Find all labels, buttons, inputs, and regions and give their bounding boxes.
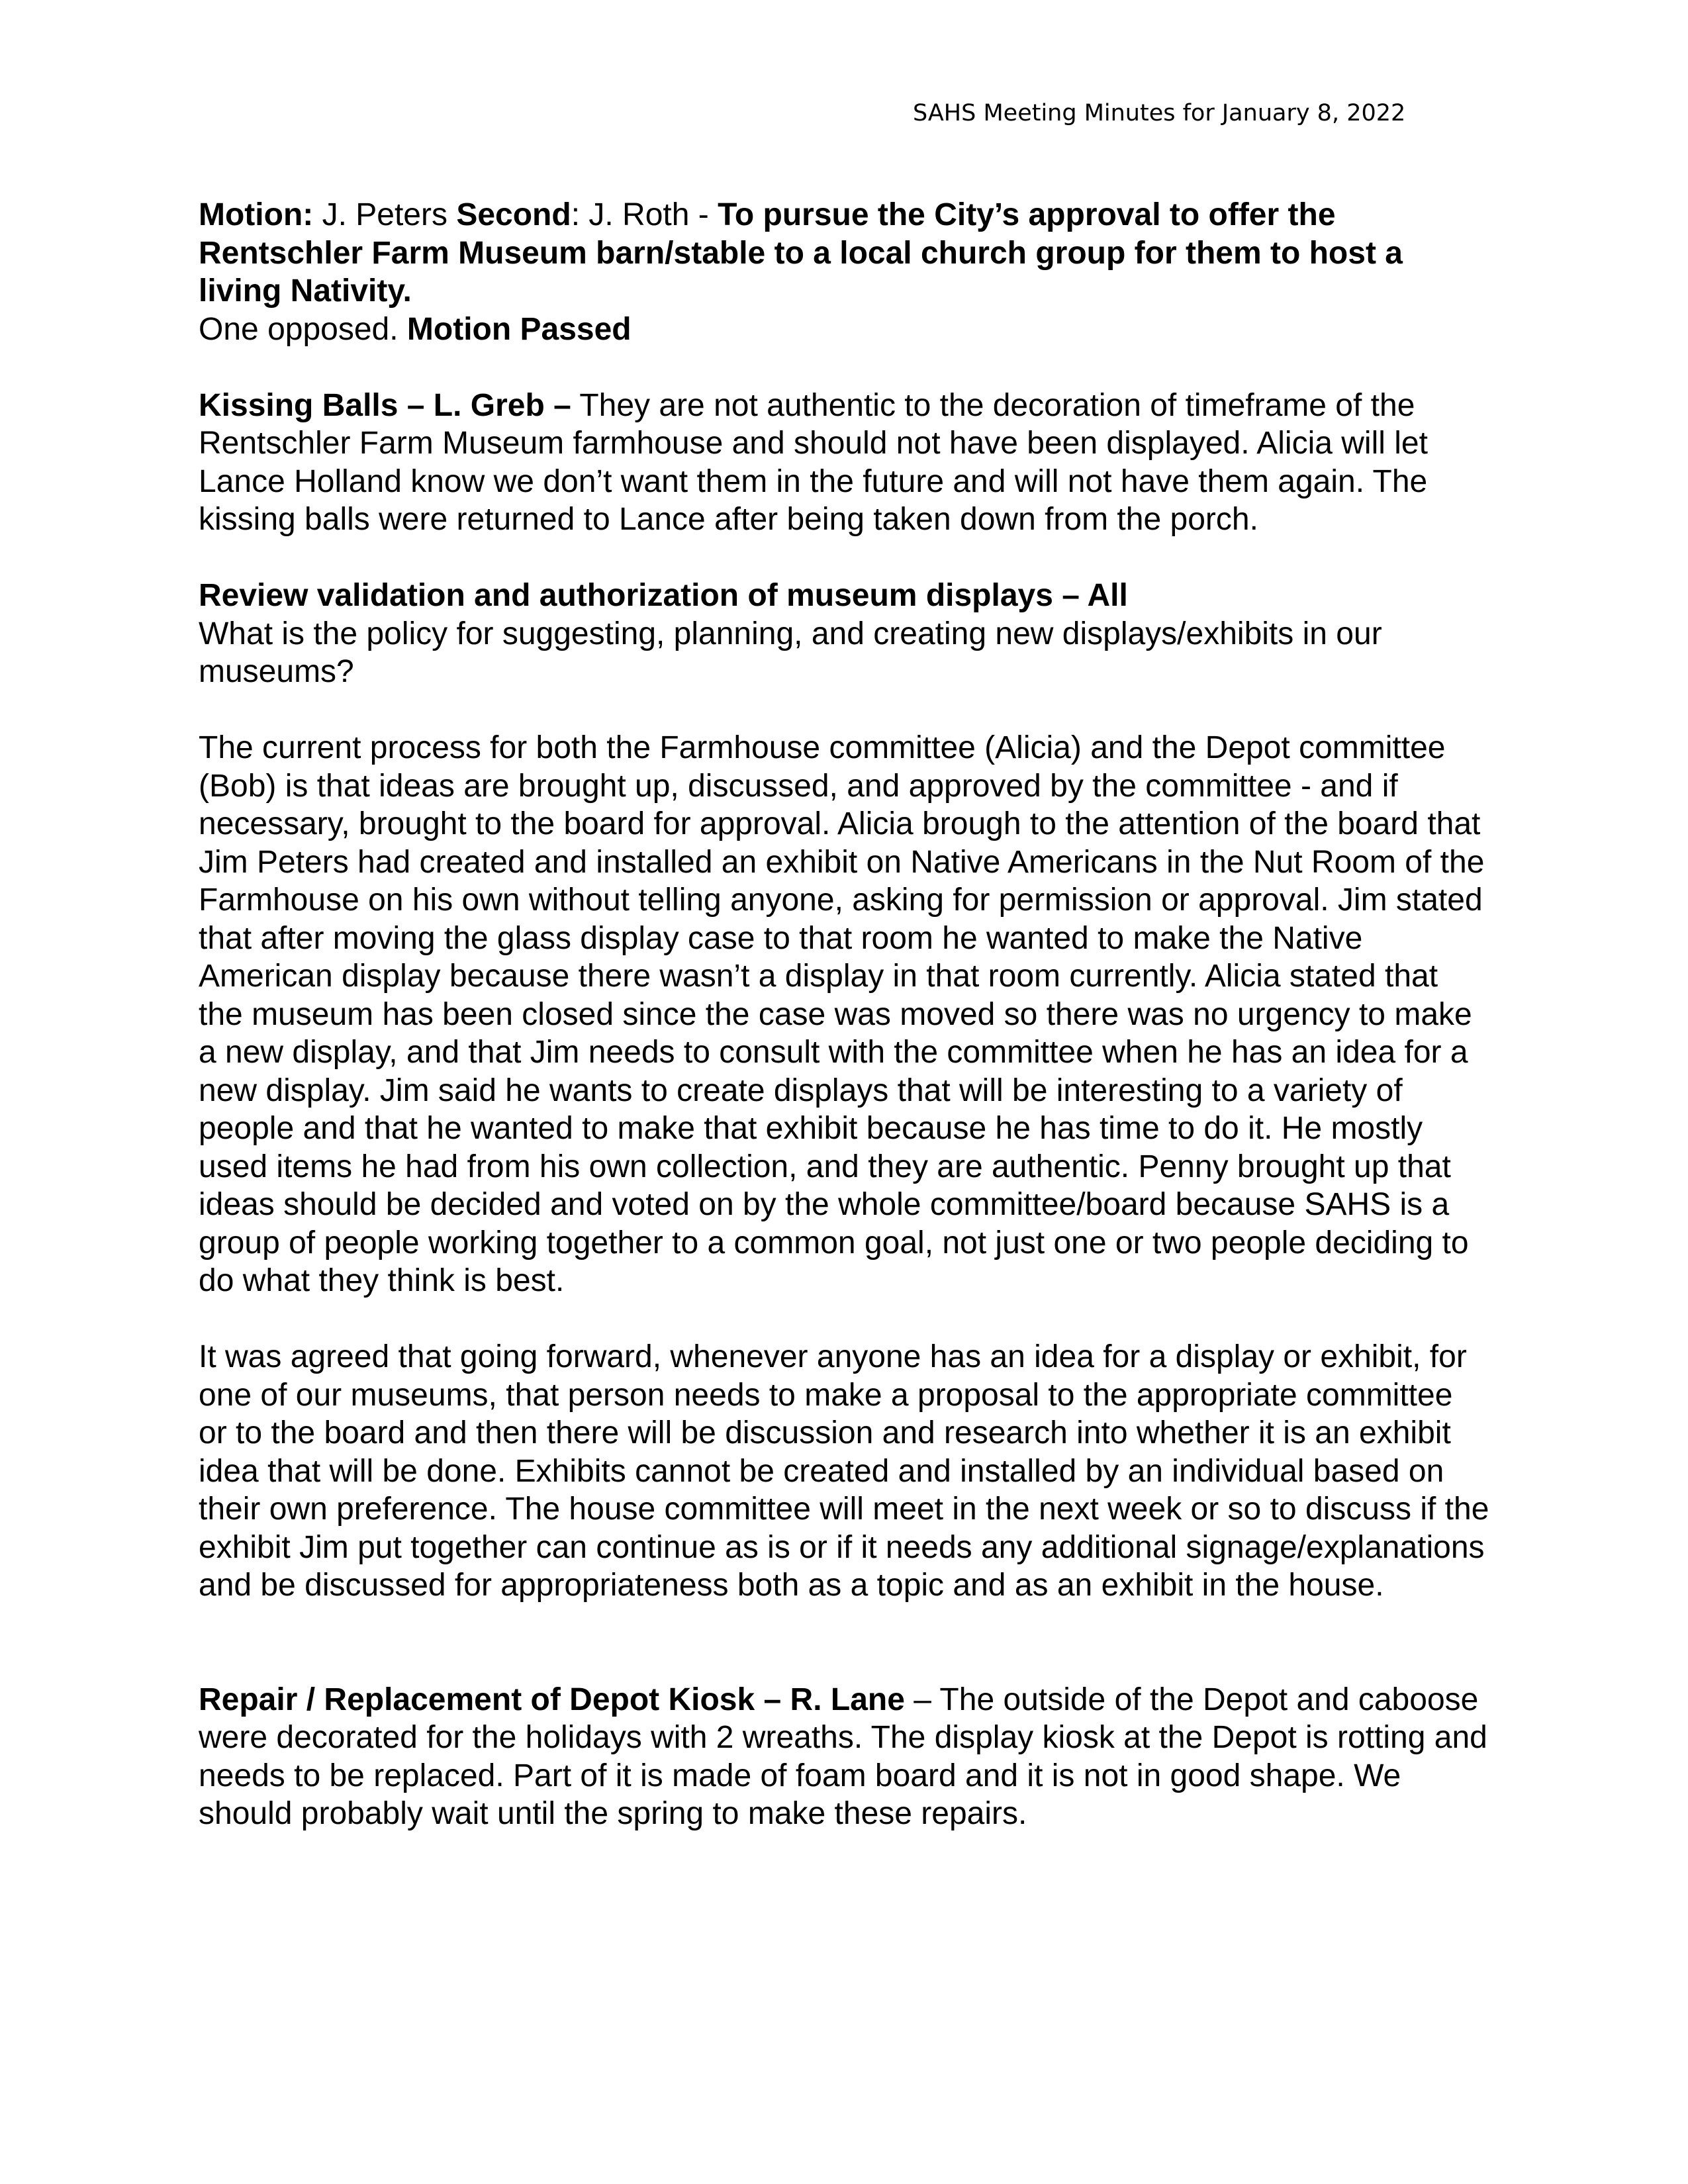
depot-kiosk-heading: Repair / Replacement of Depot Kiosk – R. Lane (199, 1682, 905, 1717)
review-paragraph-2: It was agreed that going forward, whenever anyone has an idea for a display or exhibit, for one of our museums, that person needs to make a proposal to the appropriate committee or to the board and then there will be discussion and research into whether it is an exhibit idea that will be done. Exhibits cannot be created and installed by an individual based on their own preference. The house committee will meet in the next week or so to discuss if the exhibit Jim put together can continue as is or if it needs any additional signage/explanations and be discussed for appropriateness both as a topic and as an exhibit in the house. (199, 1339, 1489, 1603)
document-body (199, 196, 1489, 1833)
motion-label: Motion: (199, 197, 314, 232)
page-header: SAHS Meeting Minutes for January 8, 2022 (913, 100, 1406, 126)
motion-mover: J. Peters (313, 197, 457, 232)
motion-text: To pursue the City’s approval to offer the Rentschler Farm Museum barn/stable to a local church group for them to host a living Nativity. (199, 197, 1403, 309)
review-question: What is the policy for suggesting, planning, and creating new displays/exhibits in our museums? (199, 616, 1382, 689)
depot-kiosk-paragraph (199, 1681, 1489, 1833)
motion-result: Motion Passed (406, 311, 632, 347)
kissing-balls-body: They are not authentic to the decoration of timeframe of the Rentschler Farm Museum farmhouse and should not have been displayed. Alicia will let Lance Holland know we don’t want them in the future and will not have them again. The kissing balls were returned to Lance after being taken down from the porch. (199, 387, 1428, 537)
kissing-balls-heading: Kissing Balls – L. Greb – (199, 387, 571, 423)
depot-kiosk-body: – The outside of the Depot and caboose were decorated for the holidays with 2 wreaths. The display kiosk at the Depot is rotting and needs to be replaced. Part of it is made of foam board and it is not in good shape. We should probably wait until the spring to make these repairs. (199, 1682, 1487, 1831)
second-label: Second (456, 197, 571, 232)
motion-result-line (199, 310, 1489, 349)
second-name: : J. Roth - (571, 197, 718, 232)
review-heading: Review validation and authorization of museum displays – All (199, 578, 1128, 613)
motion-paragraph (199, 196, 1489, 310)
motion-vote: One opposed. (199, 311, 407, 347)
kissing-balls-paragraph (199, 387, 1489, 539)
review-paragraph-1: The current process for both the Farmhouse committee (Alicia) and the Depot committee (Bob) is that ideas are brought up, discussed, and approved by the committee - and if necessary, brought to the board for approval. Alicia brough to the attention of the board that Jim Peters had created and installed an exhibit on Native Americans in the Nut Room of the Farmhouse on his own without telling anyone, asking for permission or approval. Jim stated that after moving the glass display case to that room he wanted to make the Native American display because there wasn’t a display in that room currently. Alicia stated that the museum has been closed since the case was moved so there was no urgency to make a new display, and that Jim needs to consult with the committee when he has an idea for a new display. Jim said he wants to create displays that will be interesting to a variety of people and that he wanted to make that exhibit because he has time to do it. He mostly used items he had from his own collection, and they are authentic. Penny brought up that ideas should be decided and voted on by the whole committee/board because SAHS is a group of people working together to a common goal, not just one or two people deciding to do what they think is best. (199, 730, 1485, 1298)
